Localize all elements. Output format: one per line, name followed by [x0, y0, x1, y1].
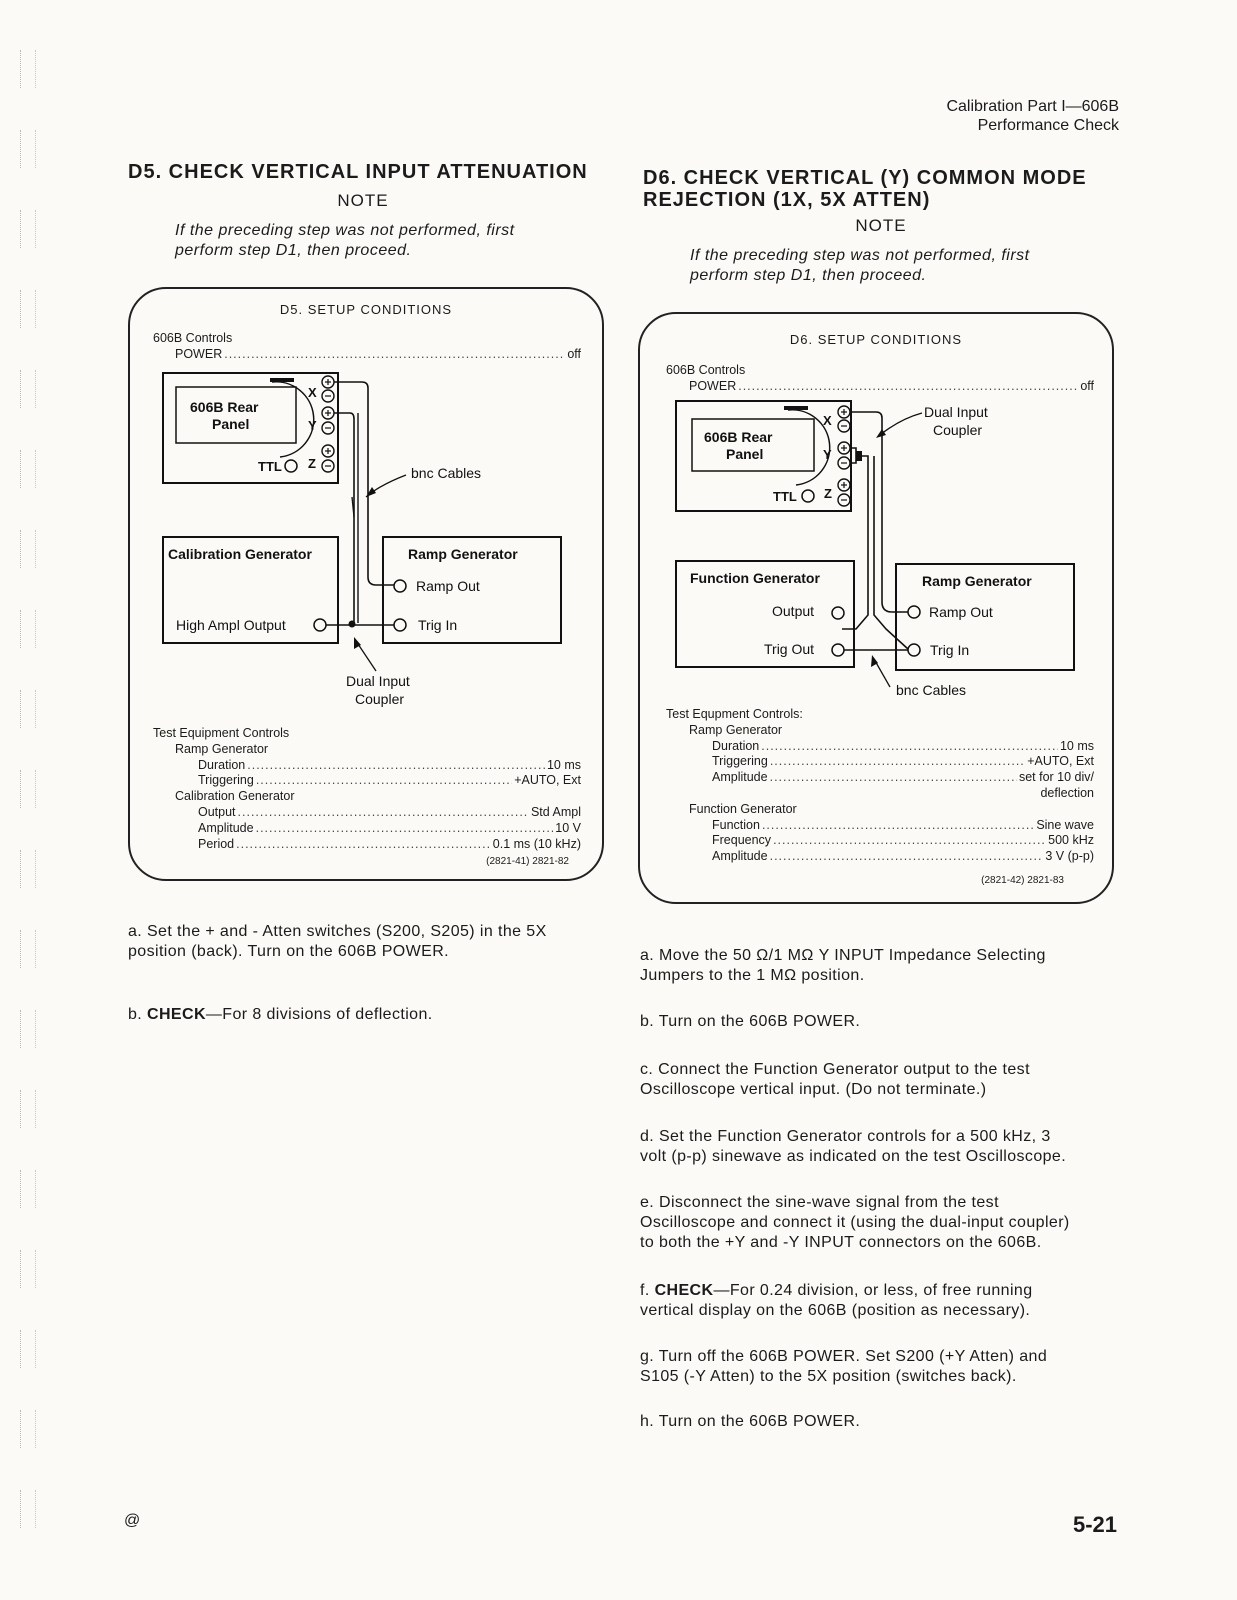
- d5-controls-heading: 606B Controls: [153, 331, 233, 345]
- d5-period-row: [153, 837, 581, 853]
- d5-coupler-junction: [349, 621, 356, 628]
- d5-ramp-out-label: Ramp Out: [416, 578, 480, 594]
- d6-controls-heading: 606B Controls: [666, 363, 746, 377]
- d6-ramp-heading: Ramp Generator: [689, 722, 783, 737]
- d6-step-d: [640, 1127, 1120, 1167]
- d5-test-equipment: [153, 726, 581, 870]
- d6-step-g-line1: g. Turn off the 606B POWER. Set S200 (+Y Atten) and: [640, 1348, 1048, 1365]
- d6-power-row: [666, 379, 1094, 395]
- d6-step-d-line2: volt (p-p) sinewave as indicated on the test Oscilloscope.: [640, 1148, 1067, 1165]
- d6-step-a: [640, 946, 1120, 986]
- d6-step-f-check: CHECK: [654, 1282, 714, 1299]
- d5-step-b-rest: —For 8 divisions of deflection.: [205, 1006, 433, 1023]
- d5-note-text: [175, 221, 605, 261]
- d6-step-f-line2: vertical display on the 606B (position as necessary).: [640, 1302, 1031, 1319]
- d6-note-heading: NOTE: [855, 216, 907, 235]
- d6-test-heading: Test Equpment Controls:: [666, 707, 803, 721]
- d5-period-label: Period: [198, 836, 235, 851]
- d6-figure-ref: (2821-42) 2821-83: [981, 874, 1064, 886]
- d6-setup-title: D6. SETUP CONDITIONS: [789, 332, 963, 347]
- d5-triggering-label: Triggering: [198, 773, 254, 788]
- d6-step-e-line3: to both the +Y and -Y INPUT connectors on the 606B.: [640, 1234, 1042, 1251]
- d6-step-a-line2: Jumpers to the 1 MΩ position.: [640, 967, 865, 984]
- d6-power-label: POWER: [689, 378, 737, 393]
- d6-frequency-label: Frequency: [712, 833, 772, 848]
- d6-famp-row: [666, 849, 1094, 865]
- d6-rear-panel-line2: Panel: [726, 446, 764, 462]
- d6-y-label: Y: [823, 447, 832, 462]
- d5-step-b-prefix: b.: [128, 1006, 143, 1023]
- d5-step-a-line2: position (back). Turn on the 606B POWER.: [128, 943, 450, 960]
- d6-step-g: [640, 1347, 1120, 1387]
- d5-connector-column: [322, 376, 334, 472]
- d5-triggering-value: +AUTO, Ext: [514, 773, 581, 788]
- d6-title: [643, 167, 1123, 211]
- header-line1: Calibration Part I—606B: [946, 98, 1119, 115]
- d6-step-e: [640, 1193, 1120, 1253]
- d5-amplitude-row: [153, 821, 581, 837]
- d5-ramp-heading: Ramp Generator: [175, 741, 269, 756]
- d6-step-b: b. Turn on the 606B POWER.: [640, 1013, 861, 1030]
- d5-output-label: Output: [198, 804, 236, 819]
- d5-step-b-check: CHECK: [147, 1006, 206, 1023]
- d6-step-f-prefix: f.: [640, 1282, 650, 1299]
- d5-power-value: off: [567, 346, 581, 361]
- d6-step-f: [640, 1281, 1120, 1321]
- d5-cal-gen-label: Calibration Generator: [168, 546, 312, 562]
- d6-controls: [666, 363, 1094, 395]
- copyright-symbol: @: [124, 1512, 141, 1529]
- d6-duration-label: Duration: [712, 738, 760, 753]
- d5-cal-heading: Calibration Generator: [175, 789, 295, 804]
- d5-x-label: X: [308, 385, 317, 400]
- d5-high-ampl-label: High Ampl Output: [176, 617, 286, 633]
- d5-controls: [153, 331, 581, 363]
- header-line2: Performance Check: [977, 117, 1119, 134]
- d5-step-b: [128, 1005, 608, 1025]
- d6-trig-in-label: Trig In: [930, 642, 970, 658]
- d5-output-row: [153, 805, 581, 821]
- page-header: [946, 97, 1119, 135]
- d6-z-label: Z: [824, 486, 832, 501]
- d6-step-g-line2: S105 (-Y Atten) to the 5X position (switches back).: [640, 1368, 1017, 1385]
- d6-note-line2: perform step D1, then proceed.: [690, 267, 927, 284]
- d5-trig-in-label: Trig In: [418, 617, 458, 633]
- d5-ttl-label: TTL: [258, 459, 282, 474]
- d6-amplitude-label: Amplitude: [712, 770, 768, 785]
- d6-note-text: [690, 246, 1120, 286]
- d6-coupler-line2: Coupler: [933, 422, 983, 438]
- d6-ramp-out-label: Ramp Out: [929, 604, 993, 620]
- d6-amplitude-value2: deflection: [1040, 785, 1094, 800]
- d6-setup-panel: [638, 312, 1114, 904]
- d6-triggering-value: +AUTO, Ext: [1027, 754, 1094, 769]
- d6-step-c: [640, 1060, 1120, 1100]
- d6-ramp-gen-label: Ramp Generator: [922, 573, 1032, 589]
- d6-test-equipment: [666, 707, 1094, 889]
- d6-step-f-rest: —For 0.24 division, or less, of free running: [713, 1282, 1033, 1299]
- d6-famp-value: 3 V (p-p): [1045, 849, 1094, 864]
- d5-duration-row: [153, 758, 581, 774]
- d5-bnc-cables-label: bnc Cables: [411, 465, 482, 481]
- d6-trig-out-label: Trig Out: [764, 641, 815, 657]
- d5-duration-value: 10 ms: [546, 757, 581, 772]
- d6-duration-value: 10 ms: [1059, 738, 1094, 753]
- d6-step-e-line1: e. Disconnect the sine-wave signal from the test: [640, 1194, 999, 1211]
- d6-function-row: [666, 818, 1094, 834]
- d5-rear-panel-line2: Panel: [212, 416, 250, 432]
- d5-setup-panel: [128, 287, 604, 881]
- d5-rear-panel-line1: 606B Rear: [190, 399, 259, 415]
- d6-famp-label: Amplitude: [712, 849, 768, 864]
- d6-func-heading: Function Generator: [689, 801, 797, 816]
- d6-triggering-label: Triggering: [712, 754, 768, 769]
- d6-function-label: Function: [712, 817, 760, 832]
- d5-period-value: 0.1 ms (10 kHz): [492, 836, 581, 851]
- d6-step-e-line2: Oscilloscope and connect it (using the dual-input coupler): [640, 1214, 1070, 1231]
- d5-coupler-line1: Dual Input: [346, 673, 410, 689]
- d6-triggering-row: [666, 754, 1094, 770]
- d6-frequency-value: 500 kHz: [1048, 833, 1094, 848]
- d6-step-c-line2: Oscilloscope vertical input. (Do not terminate.): [640, 1081, 987, 1098]
- d6-wiring-diagram: [640, 397, 1112, 707]
- d5-note-line1: If the preceding step was not performed, first: [175, 222, 515, 239]
- d6-step-h: h. Turn on the 606B POWER.: [640, 1413, 861, 1430]
- d6-step-a-line1: a. Move the 50 Ω/1 MΩ Y INPUT Impedance Selecting: [640, 947, 1046, 964]
- d6-note-line1: If the preceding step was not performed, first: [690, 247, 1030, 264]
- d5-setup-title: D5. SETUP CONDITIONS: [279, 302, 453, 317]
- d6-power-value: off: [1080, 378, 1094, 393]
- d6-title-line1: D6. CHECK VERTICAL (Y) COMMON MODE: [643, 167, 1087, 189]
- d6-amplitude-row: [666, 770, 1094, 786]
- d5-triggering-row: [153, 773, 581, 789]
- d6-output-label: Output: [772, 603, 815, 619]
- d5-amplitude-label: Amplitude: [198, 820, 254, 835]
- d6-rear-panel-line1: 606B Rear: [704, 429, 773, 445]
- d5-power-row: [153, 347, 581, 363]
- d5-y-label: Y: [308, 418, 317, 433]
- d6-amplitude-value: set for 10 div/: [1018, 770, 1094, 785]
- d5-test-heading: Test Equipment Controls: [153, 726, 290, 740]
- d6-x-label: X: [823, 413, 832, 428]
- binder-holes: [8, 40, 48, 1580]
- d5-coupler-line2: Coupler: [355, 691, 405, 707]
- d5-step-a-line1: a. Set the + and - Atten switches (S200, S205) in the 5X: [128, 923, 547, 940]
- d6-func-gen-label: Function Generator: [690, 570, 820, 586]
- d5-output-value: Std Ampl: [530, 804, 581, 819]
- d5-title: D5. CHECK VERTICAL INPUT ATTENUATION: [128, 161, 588, 183]
- d6-coupler-line1: Dual Input: [924, 404, 988, 420]
- d6-ttl-label: TTL: [773, 489, 797, 504]
- d5-power-label: POWER: [175, 346, 223, 361]
- d6-frequency-row: [666, 833, 1094, 849]
- d5-note-heading: NOTE: [337, 191, 389, 210]
- d5-amplitude-value: 10 V: [555, 820, 581, 835]
- page-number: 5-21: [1072, 1512, 1117, 1537]
- d6-function-value: Sine wave: [1036, 817, 1094, 832]
- d6-step-c-line1: c. Connect the Function Generator output to the test: [640, 1061, 1030, 1078]
- d6-duration-row: [666, 739, 1094, 755]
- d5-figure-ref: (2821-41) 2821-82: [486, 856, 569, 868]
- d5-duration-label: Duration: [198, 757, 246, 772]
- d6-step-d-line1: d. Set the Function Generator controls for a 500 kHz, 3: [640, 1128, 1051, 1145]
- d5-wiring-diagram: [130, 367, 602, 712]
- d5-note-line2: perform step D1, then proceed.: [175, 242, 412, 259]
- d5-step-a: [128, 922, 608, 962]
- d5-ttl-connector: [285, 460, 297, 472]
- d5-z-label: Z: [308, 456, 316, 471]
- d6-connector-column: [838, 406, 850, 506]
- d6-bnc-cables-label: bnc Cables: [896, 682, 967, 698]
- d6-title-line2: REJECTION (1X, 5X ATTEN): [643, 189, 931, 211]
- d5-ramp-gen-label: Ramp Generator: [408, 546, 518, 562]
